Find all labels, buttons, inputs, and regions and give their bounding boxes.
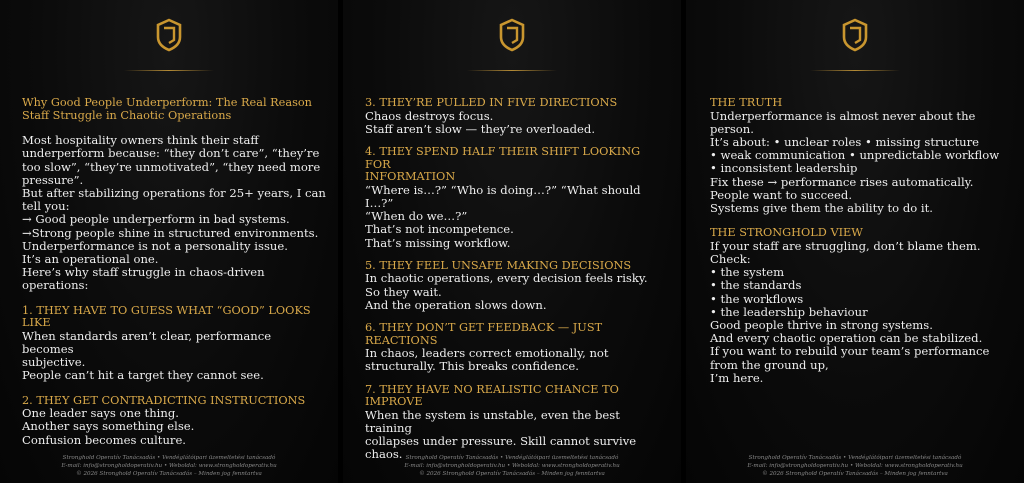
- panel-1-content: [22, 97, 326, 447]
- panel-3-content: [710, 97, 1012, 385]
- footer-line-3: © 2026 Stronghold Operatív Tanácsadás – Minden jog fenntartva: [762, 471, 948, 477]
- shield-logo-icon: [156, 18, 182, 52]
- truth-body: Underperformance is almost never about the person. It’s about: • unclear roles • missing structure • weak communication • unpredictable workflow • inconsistent leadership Fix these → performance rises automatically. People want to succeed. Systems give them the ability to do it.: [710, 108, 1000, 216]
- footer-line-1: Stronghold Operatív Tanácsadás • Vendéglátóipari üzemeltetési tanácsadó: [62, 455, 276, 461]
- section-heading-1: 1. THEY HAVE TO GUESS WHAT “GOOD” LOOKS LIKE: [22, 303, 311, 330]
- footer: [686, 454, 1024, 478]
- shield-logo-icon: [499, 18, 525, 52]
- section-body-3: Chaos destroys focus. Staff aren’t slow — they’re overloaded.: [365, 108, 596, 136]
- stronghold-view-body: If your staff are struggling, don’t blame them. Check: • the system • the standards • the workflows • the leadership behaviour Good people thrive in strong systems. And every chaotic operation can be stabilized. If you want to rebuild your team’s performance from the ground up, I’m here.: [710, 238, 990, 385]
- slide-panel-3: [686, 0, 1024, 483]
- footer-line-2: E-mail: info@strongholdoperativ.hu • Weboldal: www.strongholdoperativ.hu: [404, 463, 620, 469]
- footer-line-3: © 2026 Stronghold Operatív Tanácsadás – Minden jog fenntartva: [76, 471, 262, 477]
- footer: [0, 454, 338, 478]
- panel-2-content: [365, 97, 669, 462]
- stronghold-view-heading: THE STRONGHOLD VIEW: [710, 226, 863, 240]
- section-heading-6: 6. THEY DON’T GET FEEDBACK — JUST REACTIONS: [365, 321, 603, 347]
- page-title: Why Good People Underperform: The Real Reason Staff Struggle in Chaotic Operations: [22, 96, 312, 122]
- section-body-5: In chaotic operations, every decision feels risky. So they wait. And the operation slows down.: [365, 271, 648, 312]
- footer-line-2: E-mail: info@strongholdoperativ.hu • Weboldal: www.strongholdoperativ.hu: [61, 463, 277, 469]
- section-body-2: One leader says one thing. Another says something else. Confusion becomes culture.: [22, 406, 195, 447]
- slide-panel-2: [343, 0, 681, 483]
- divider: [467, 70, 557, 71]
- intro-text: Most hospitality owners think their staff underperform because: “they don’t care”, “they’re too slow”, “they’re unmotivated”, “they need more pressure”. But after stabilizing operations for 25+ years, I can tell you: → Good people underperform in bad systems. →Strong people shine in structured environments. Underperformance is not a personality issue. It’s an operational one. Here’s why staff struggle in chaos-driven operations:: [22, 133, 326, 293]
- section-heading-2: 2. THEY GET CONTRADICTING INSTRUCTIONS: [22, 393, 306, 407]
- section-heading-7: 7. THEY HAVE NO REALISTIC CHANCE TO IMPROVE: [365, 382, 619, 409]
- shield-logo-icon: [842, 18, 868, 52]
- divider: [810, 70, 900, 71]
- footer-line-3: © 2026 Stronghold Operatív Tanácsadás – Minden jog fenntartva: [419, 471, 605, 477]
- slide-panel-1: [0, 0, 338, 483]
- truth-heading: THE TRUTH: [710, 96, 783, 109]
- section-heading-4: 4. THEY SPEND HALF THEIR SHIFT LOOKING FOR INFORMATION: [365, 145, 641, 184]
- section-heading-3: 3. THEY’RE PULLED IN FIVE DIRECTIONS: [365, 96, 618, 109]
- footer: [343, 454, 681, 478]
- footer-line-2: E-mail: info@strongholdoperativ.hu • Weboldal: www.strongholdoperativ.hu: [747, 463, 963, 469]
- divider: [124, 70, 214, 71]
- section-body-7: When the system is unstable, even the best training collapses under pressure. Skill cannot survive chaos.: [365, 407, 637, 462]
- section-body-1: When standards aren’t clear, performance becomes subjective. People can’t hit a target they cannot see.: [22, 328, 272, 383]
- footer-line-1: Stronghold Operatív Tanácsadás • Vendéglátóipari üzemeltetési tanácsadó: [748, 455, 962, 461]
- section-body-6: In chaos, leaders correct emotionally, not structurally. This breaks confidence.: [365, 346, 609, 374]
- footer-line-1: Stronghold Operatív Tanácsadás • Vendéglátóipari üzemeltetési tanácsadó: [405, 455, 619, 461]
- section-body-4: “Where is…?” “Who is doing…?” “What should I…?” “When do we…?” That’s not incompetence. That’s missing workflow.: [365, 182, 641, 250]
- section-heading-5: 5. THEY FEEL UNSAFE MAKING DECISIONS: [365, 258, 632, 272]
